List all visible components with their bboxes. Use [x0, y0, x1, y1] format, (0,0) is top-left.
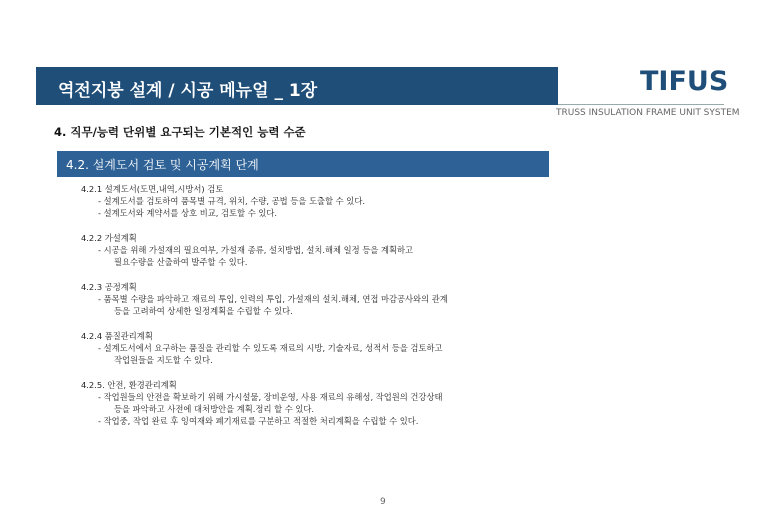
- item-title: 4.2.4 품질관리계획: [81, 331, 153, 341]
- section-heading: 4. 직무/능력 단위별 요구되는 기본적인 능력 수준: [54, 125, 306, 139]
- bullet-line: - 작업원들의 안전을 확보하기 위해 가시설물, 장비운영, 사용 재료의 유해성, 작업원의 건강상태: [98, 392, 443, 402]
- item-title: 4.2.2 가설계획: [81, 233, 137, 243]
- continuation-line: 필요수량을 산출하여 발주할 수 있다.: [114, 257, 248, 267]
- item-title: 4.2.1 설계도서(도면,내역,시방서) 검토: [81, 184, 224, 194]
- bullet-line: - 품목별 수량을 파악하고 재료의 투입, 인력의 투입, 가설재의 설치.해체, 연접 마감공사와의 관계: [98, 294, 448, 304]
- item-title: 4.2.3 공정계획: [81, 282, 137, 292]
- content-item: [81, 379, 551, 427]
- item-title: 4.2.5. 안전, 환경관리계획: [81, 380, 177, 390]
- content-item: [81, 281, 551, 317]
- content-item: [81, 330, 551, 366]
- content-item: [81, 183, 551, 219]
- bullet-line: - 설계도서를 검토하여 품목별 규격, 위치, 수량, 공법 등을 도출할 수 있다.: [98, 196, 365, 206]
- page-title: 역전지붕 설계 / 시공 메뉴얼 _ 1장: [58, 81, 318, 101]
- tifus-logo: TIFUS: [640, 66, 729, 97]
- continuation-line: 등을 파악하고 사전에 대처방안을 계획.정리 할 수 있다.: [114, 404, 315, 414]
- bullet-line: - 시공을 위해 가설재의 필요여부, 가설재 종류, 설치방법, 설치.해체 일정 등을 계획하고: [98, 245, 414, 255]
- content-item: [81, 232, 551, 268]
- page-number: 9: [380, 497, 386, 507]
- continuation-line: 등을 고려하여 상세한 일정계획을 수립할 수 있다.: [114, 306, 293, 316]
- content-body: [81, 183, 551, 440]
- bullet-line: - 작업중, 작업 완료 후 잉여재와 폐기재료를 구분하고 적절한 처리계획을 수립할 수 있다.: [98, 416, 419, 426]
- bullet-line: - 설계도서에서 요구하는 품질을 관리할 수 있도록 재료의 시방, 기술자료, 성적서 등을 검토하고: [98, 343, 443, 353]
- bullet-line: - 설계도서와 계약서를 상호 비교, 검토할 수 있다.: [98, 208, 278, 218]
- subsection-heading: 4.2. 설계도서 검토 및 시공계획 단계: [66, 158, 259, 172]
- continuation-line: 작업원들을 지도할 수 있다.: [114, 355, 213, 365]
- logo-tagline: TRUSS INSULATION FRAME UNIT SYSTEM: [556, 108, 740, 118]
- tagline-divider: [558, 104, 724, 105]
